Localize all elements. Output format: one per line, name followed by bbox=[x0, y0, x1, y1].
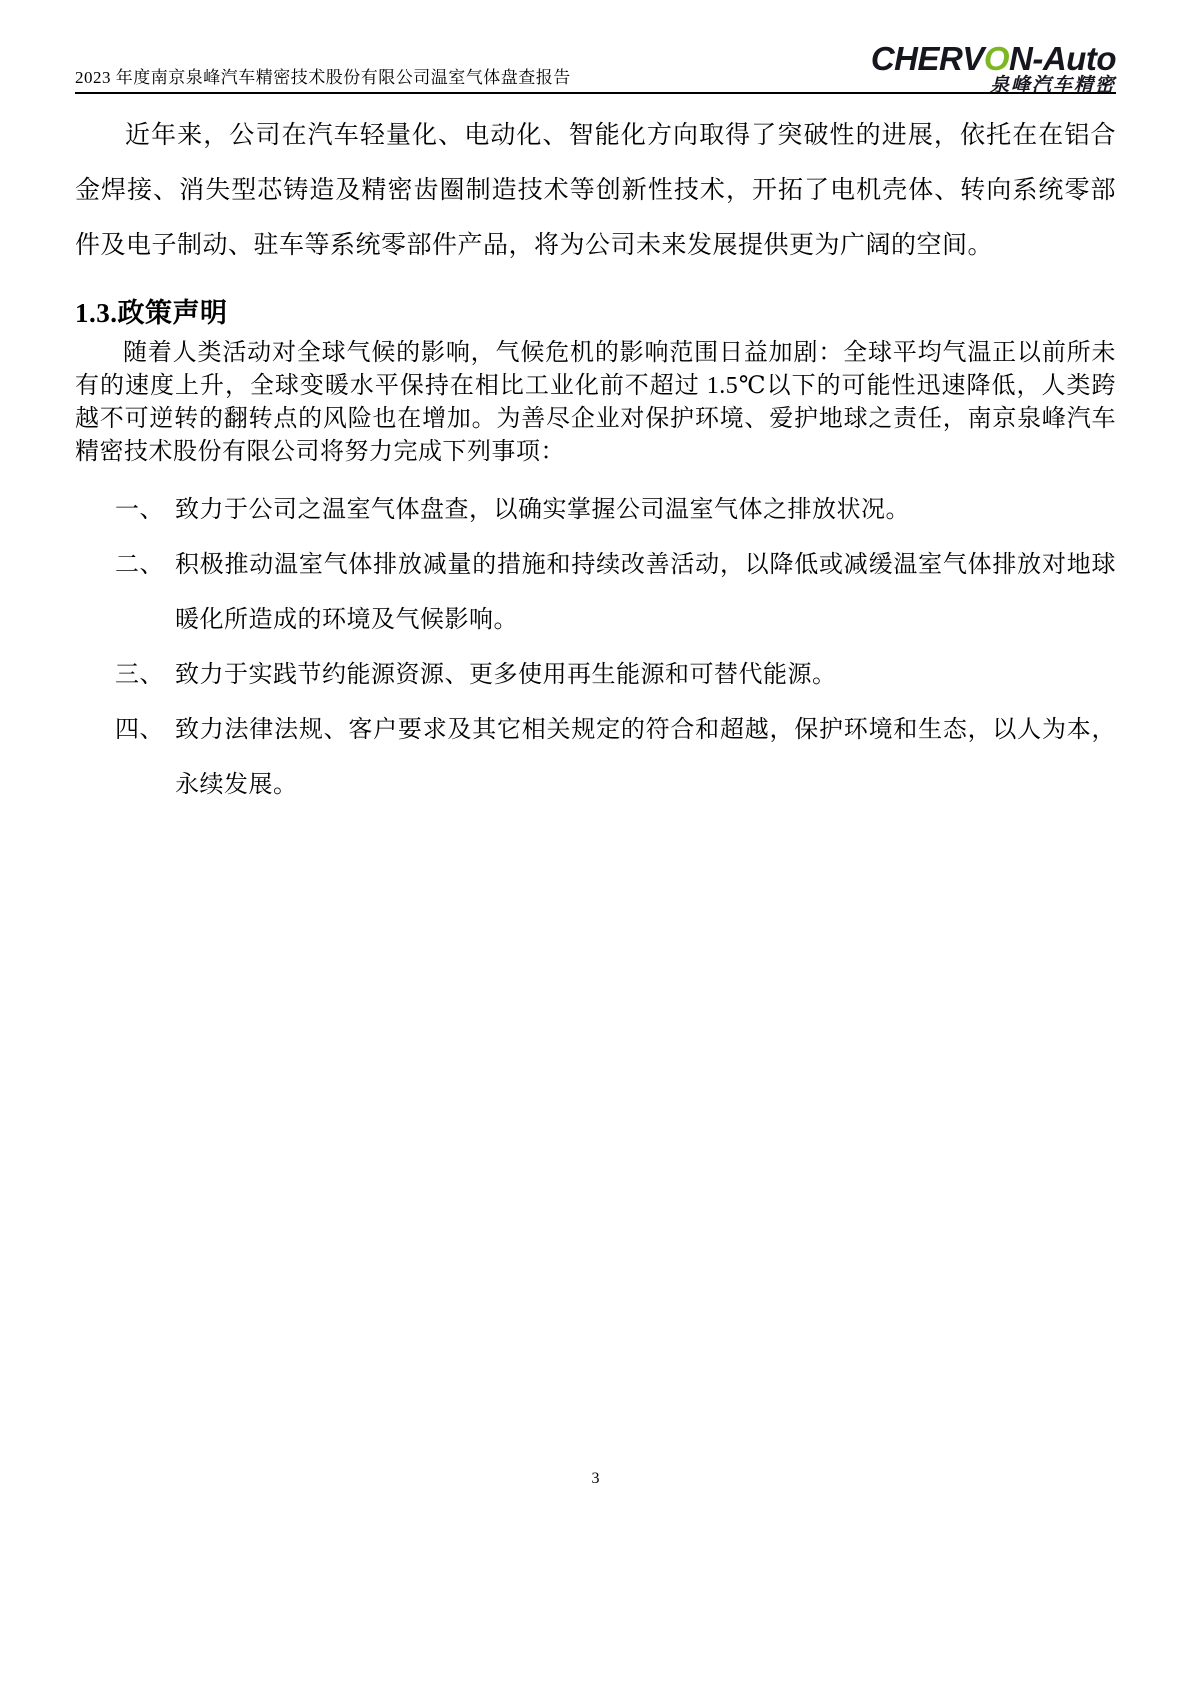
list-item-number: 三、 bbox=[115, 662, 164, 688]
logo-chinese-subtitle: 泉峰汽车精密 bbox=[989, 75, 1116, 96]
policy-commitments-list bbox=[75, 483, 1116, 813]
logo-text-suffix: N-Auto bbox=[1009, 40, 1116, 77]
list-item-text: 积极推动温室气体排放减量的措施和持续改善活动，以降低或减缓温室气体排放对地球暖化所造成的环境及气候影响。 bbox=[175, 552, 1116, 633]
list-item-text: 致力法律法规、客户要求及其它相关规定的符合和超越，保护环境和生态，以人为本，永续发展。 bbox=[175, 717, 1116, 798]
policy-statement-paragraph: 随着人类活动对全球气候的影响，气候危机的影响范围日益加剧：全球平均气温正以前所未有的速度上升，全球变暖水平保持在相比工业化前不超过 1.5℃以下的可能性迅速降低，人类跨越不可逆转的翻转点的风险也在增加。为善尽企业对保护环境、爱护地球之责任，南京泉峰汽车精密技术股份有限公司将努力完成下列事项： bbox=[75, 340, 1116, 465]
list-item bbox=[75, 648, 1116, 703]
section-heading-policy-statement: 1.3.政策声明 bbox=[75, 298, 228, 328]
intro-paragraph: 近年来，公司在汽车轻量化、电动化、智能化方向取得了突破性的进展，依托在在铝合金焊接、消失型芯铸造及精密齿圈制造技术等创新性技术，开拓了电机壳体、转向系统零部件及电子制动、驻车等系统零部件产品，将为公司未来发展提供更为广阔的空间。 bbox=[75, 122, 1116, 259]
report-header-title: 2023 年度南京泉峰汽车精密技术股份有限公司温室气体盘查报告 bbox=[75, 68, 571, 87]
list-item-number: 二、 bbox=[115, 552, 164, 578]
logo-green-o-icon: O bbox=[983, 40, 1010, 77]
list-item-text: 致力于实践节约能源资源、更多使用再生能源和可替代能源。 bbox=[175, 662, 837, 688]
logo-text-prefix: CHERV bbox=[870, 40, 984, 77]
list-item bbox=[75, 538, 1116, 648]
list-item-number: 四、 bbox=[115, 717, 164, 743]
logo-wordmark bbox=[871, 42, 1116, 75]
page-header bbox=[75, 0, 1116, 94]
page-number: 3 bbox=[591, 1470, 600, 1487]
list-item-number: 一、 bbox=[115, 497, 164, 523]
list-item bbox=[75, 483, 1116, 538]
list-item-text: 致力于公司之温室气体盘查，以确实掌握公司温室气体之排放状况。 bbox=[175, 497, 910, 523]
chervon-auto-logo bbox=[871, 42, 1116, 95]
page-content bbox=[75, 0, 1116, 813]
list-item bbox=[75, 703, 1116, 813]
